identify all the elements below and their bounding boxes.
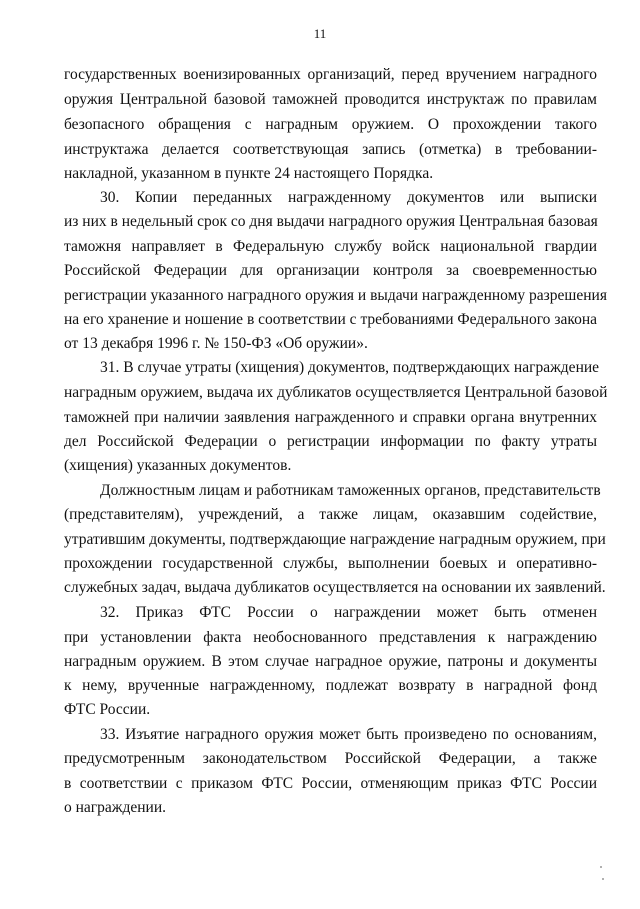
text-line: регистрации указанного наградного оружия и выдачи награжденному разрешения (64, 287, 607, 304)
text-line: накладной, указанном в пункте 24 настоящего Порядка. (64, 165, 434, 182)
text-line: оружия Центральной базовой таможней проводится инструктаж по правилам (64, 91, 597, 108)
text-line: при установлении факта необоснованного представления к награждению (64, 629, 597, 646)
text-line: от 13 декабря 1996 г. № 150-ФЗ «Об оружии». (64, 335, 368, 352)
text-line: служебных задач, выдача дубликатов осуществляется на основании их заявлений. (64, 579, 606, 596)
text-line: дел Российской Федерации о регистрации информации по факту утраты (64, 433, 597, 450)
text-line: (представителям), учреждений, а также лицам, оказавшим содействие, (64, 506, 597, 523)
text-line: наградным оружием, выдача их дубликатов осуществляется Центральной базовой (64, 384, 608, 401)
text-line-paragraph-30: 30. Копии переданных награжденному документов или выписки (100, 189, 597, 206)
scan-speck (600, 866, 602, 868)
text-line: Российской Федерации для организации контроля за своевременностью (64, 262, 597, 279)
text-line-paragraph-33: 33. Изъятие наградного оружия может быть произведено по основаниям, (100, 726, 597, 743)
text-line: в соответствии с приказом ФТС России, отменяющим приказ ФТС России (64, 775, 597, 792)
text-line: о награждении. (64, 799, 167, 816)
text-line: прохождении государственной службы, выполнении боевых и оперативно- (64, 555, 597, 572)
text-line: предусмотренным законодательством Российской Федерации, а также (64, 750, 597, 767)
text-line: государственных военизированных организаций, перед вручением наградного (64, 66, 597, 83)
page-number: 11 (313, 26, 327, 41)
text-line: безопасного обращения с наградным оружием. О прохождении такого (64, 116, 597, 133)
text-line: таможня направляет в Федеральную службу войск национальной гвардии (64, 238, 597, 255)
scan-speck (602, 878, 604, 880)
text-line-paragraph: Должностным лицам и работникам таможенных органов, представительств (100, 482, 601, 499)
text-line-paragraph-31: 31. В случае утраты (хищения) документов, подтверждающих награждение (100, 359, 600, 376)
text-line: утратившим документы, подтверждающие награждение наградным оружием, при (64, 531, 606, 548)
text-line: (хищения) указанных документов. (64, 457, 292, 474)
text-line: из них в недельный срок со дня выдачи наградного оружия Центральная базовая (64, 213, 598, 230)
text-line: на его хранение и ношение в соответствии с требованиями Федерального закона (64, 311, 597, 328)
text-line: наградным оружием. В этом случае наградное оружие, патроны и документы (64, 653, 597, 670)
text-line: таможней при наличии заявления награжденного и справки органа внутренних (64, 409, 597, 426)
text-line-paragraph-32: 32. Приказ ФТС России о награждении может быть отменен (100, 604, 597, 621)
text-line: ФТС России. (64, 701, 151, 718)
text-line: к нему, врученные награжденному, подлежат возврату в наградной фонд (64, 677, 597, 694)
text-line: инструктажа делается соответствующая запись (отметка) в требовании- (64, 141, 597, 158)
